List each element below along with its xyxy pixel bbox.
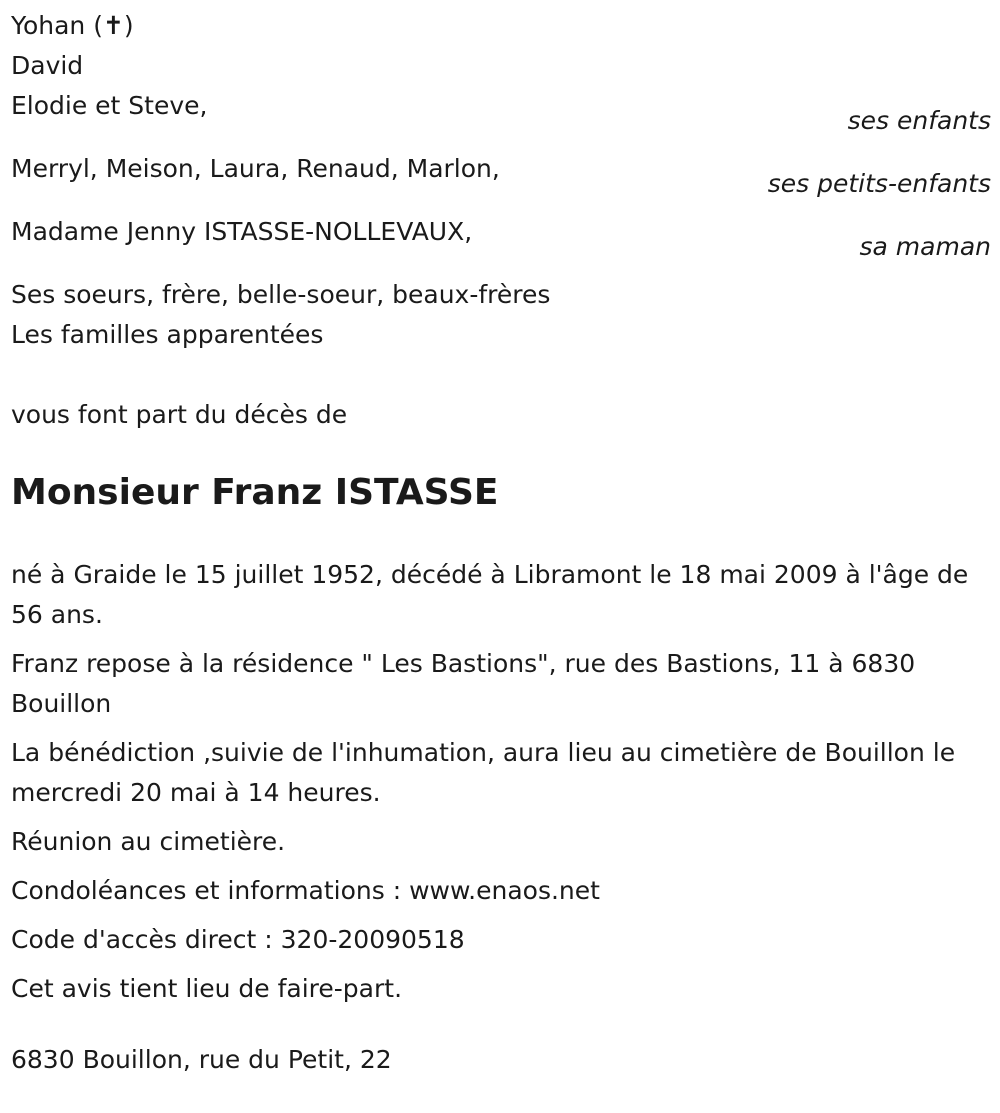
rest-location: Franz repose à la résidence " Les Bastions", rue des Bastions, 11 à 6830 Bouillon	[11, 649, 916, 718]
child-name: Elodie et Steve,	[11, 91, 208, 120]
siblings-line: Ses soeurs, frère, belle-soeur, beaux-frères	[11, 280, 551, 309]
details	[11, 555, 991, 1009]
faire-part-note: Cet avis tient lieu de faire-part.	[11, 974, 403, 1003]
access-code: Code d'accès direct : 320-20090518	[11, 925, 465, 954]
announcement: vous font part du décès de	[11, 400, 348, 429]
other-relatives	[11, 275, 991, 355]
children-role: ses enfants	[847, 106, 991, 135]
child-name: David	[11, 51, 84, 80]
child-name: Yohan (✝)	[11, 11, 134, 40]
deceased-name: Monsieur Franz ISTASSE	[11, 472, 499, 513]
grandchildren-names: Merryl, Meison, Laura, Renaud, Marlon,	[11, 154, 500, 183]
children-group	[11, 6, 991, 135]
grandchildren-group	[11, 149, 991, 198]
birth-death-info: né à Graide le 15 juillet 1952, décédé à Libramont le 18 mai 2009 à l'âge de 56 ans.	[11, 560, 969, 629]
death-notice	[11, 0, 991, 1080]
ceremony-info: La bénédiction ,suivie de l'inhumation, aura lieu au cimetière de Bouillon le mercredi 20 mai à 14 heures.	[11, 738, 956, 807]
meeting-info: Réunion au cimetière.	[11, 827, 286, 856]
families-line: Les familles apparentées	[11, 320, 324, 349]
mother-role: sa maman	[859, 232, 991, 261]
grandchildren-role: ses petits-enfants	[767, 169, 991, 198]
mother-name: Madame Jenny ISTASSE-NOLLEVAUX,	[11, 217, 473, 246]
mother-group	[11, 212, 991, 261]
condolences-info: Condoléances et informations : www.enaos.net	[11, 876, 600, 905]
family-address: 6830 Bouillon, rue du Petit, 22	[11, 1045, 392, 1074]
